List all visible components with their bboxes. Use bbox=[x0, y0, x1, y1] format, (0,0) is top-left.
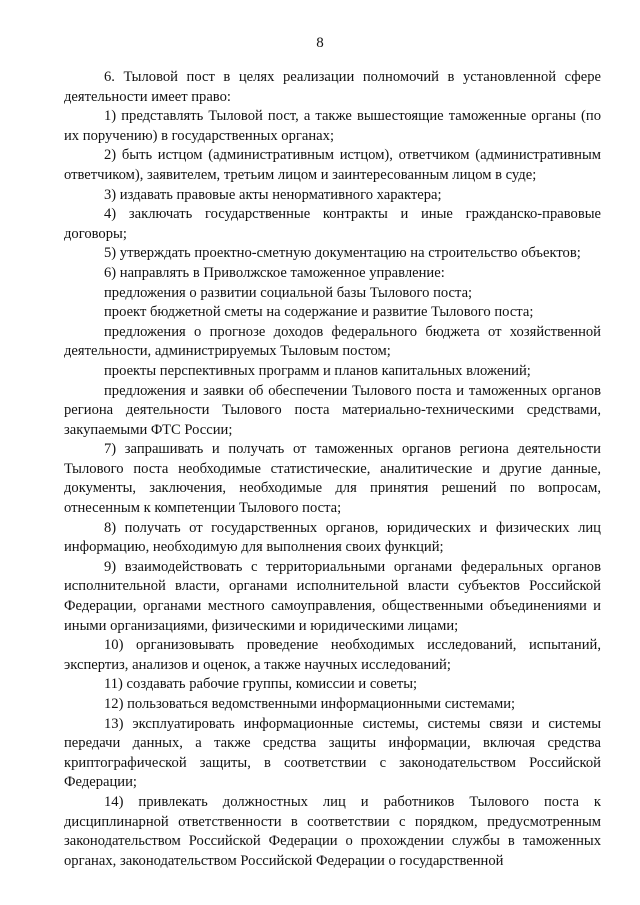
paragraph-item-14: 14) привлекать должностных лиц и работников Тылового поста к дисциплинарной ответственности в соответствии с порядком, предусмотренным законодательством Российской Федерации о прохождении службы в таможенных органах, законодательством Российской Федерации о государственной bbox=[64, 793, 601, 869]
paragraph-item-11: 11) создавать рабочие группы, комиссии и советы; bbox=[104, 676, 418, 693]
paragraph-item-6-capital-plans: проекты перспективных программ и планов капитальных вложений; bbox=[104, 362, 531, 379]
paragraph-item-8: 8) получать от государственных органов, юридических и физических лиц информацию, необходимую для выполнения своих функций; bbox=[64, 519, 601, 556]
paragraph-item-7: 7) запрашивать и получать от таможенных органов региона деятельности Тылового поста необходимые статистические, аналитические и другие данные, документы, заключения, необходимые для принятия решений по вопросам, отнесенным к компетенции Тылового поста; bbox=[64, 441, 601, 517]
paragraph-item-6-budget-estimate: проект бюджетной сметы на содержание и развитие Тылового поста; bbox=[104, 304, 534, 321]
paragraph-item-2: 2) быть истцом (административным истцом), ответчиком (административным ответчиком), заявителем, третьим лицом и заинтересованным лицом в суде; bbox=[64, 147, 601, 183]
paragraph-item-6-supply-requests: предложения и заявки об обеспечении Тылового поста и таможенных органов региона деятельности Тылового поста материально-техническими средствами, закупаемыми ФТС России; bbox=[64, 382, 601, 438]
document-body bbox=[64, 68, 601, 871]
paragraph-item-3: 3) издавать правовые акты ненормативного характера; bbox=[104, 186, 442, 203]
paragraph-item-5: 5) утверждать проектно-сметную документацию на строительство объектов; bbox=[104, 245, 581, 262]
paragraph-item-6-social-base: предложения о развитии социальной базы Тылового поста; bbox=[104, 284, 473, 301]
paragraph-rights-intro: 6. Тыловой пост в целях реализации полномочий в установленной сфере деятельности имеет право: bbox=[64, 69, 601, 105]
paragraph-item-4: 4) заключать государственные контракты и иные гражданско-правовые договоры; bbox=[64, 206, 601, 242]
paragraph-item-1: 1) представлять Тыловой пост, а также вышестоящие таможенные органы (по их поручению) в государственных органах; bbox=[64, 108, 601, 144]
paragraph-item-6-revenue-forecast: предложения о прогнозе доходов федерального бюджета от хозяйственной деятельности, администрируемых Тыловым постом; bbox=[64, 323, 601, 360]
paragraph-item-9: 9) взаимодействовать с территориальными органами федеральных органов исполнительной власти, органами исполнительной власти субъектов Российской Федерации, органами местного самоуправления, общественными объединениями и иными организациями, физическими и юридическими лицами; bbox=[64, 558, 601, 634]
paragraph-item-13: 13) эксплуатировать информационные системы, системы связи и системы передачи данных, а также средства защиты информации, включая средства криптографической защиты, в соответствии с законодательством Российской Федерации; bbox=[64, 715, 601, 791]
page-number: 8 bbox=[316, 35, 324, 51]
paragraph-item-10: 10) организовывать проведение необходимых исследований, испытаний, экспертиз, анализов и оценок, а также научных исследований; bbox=[64, 637, 601, 673]
paragraph-item-6: 6) направлять в Приволжское таможенное управление: bbox=[104, 264, 445, 281]
paragraph-item-12: 12) пользоваться ведомственными информационными системами; bbox=[104, 696, 516, 712]
